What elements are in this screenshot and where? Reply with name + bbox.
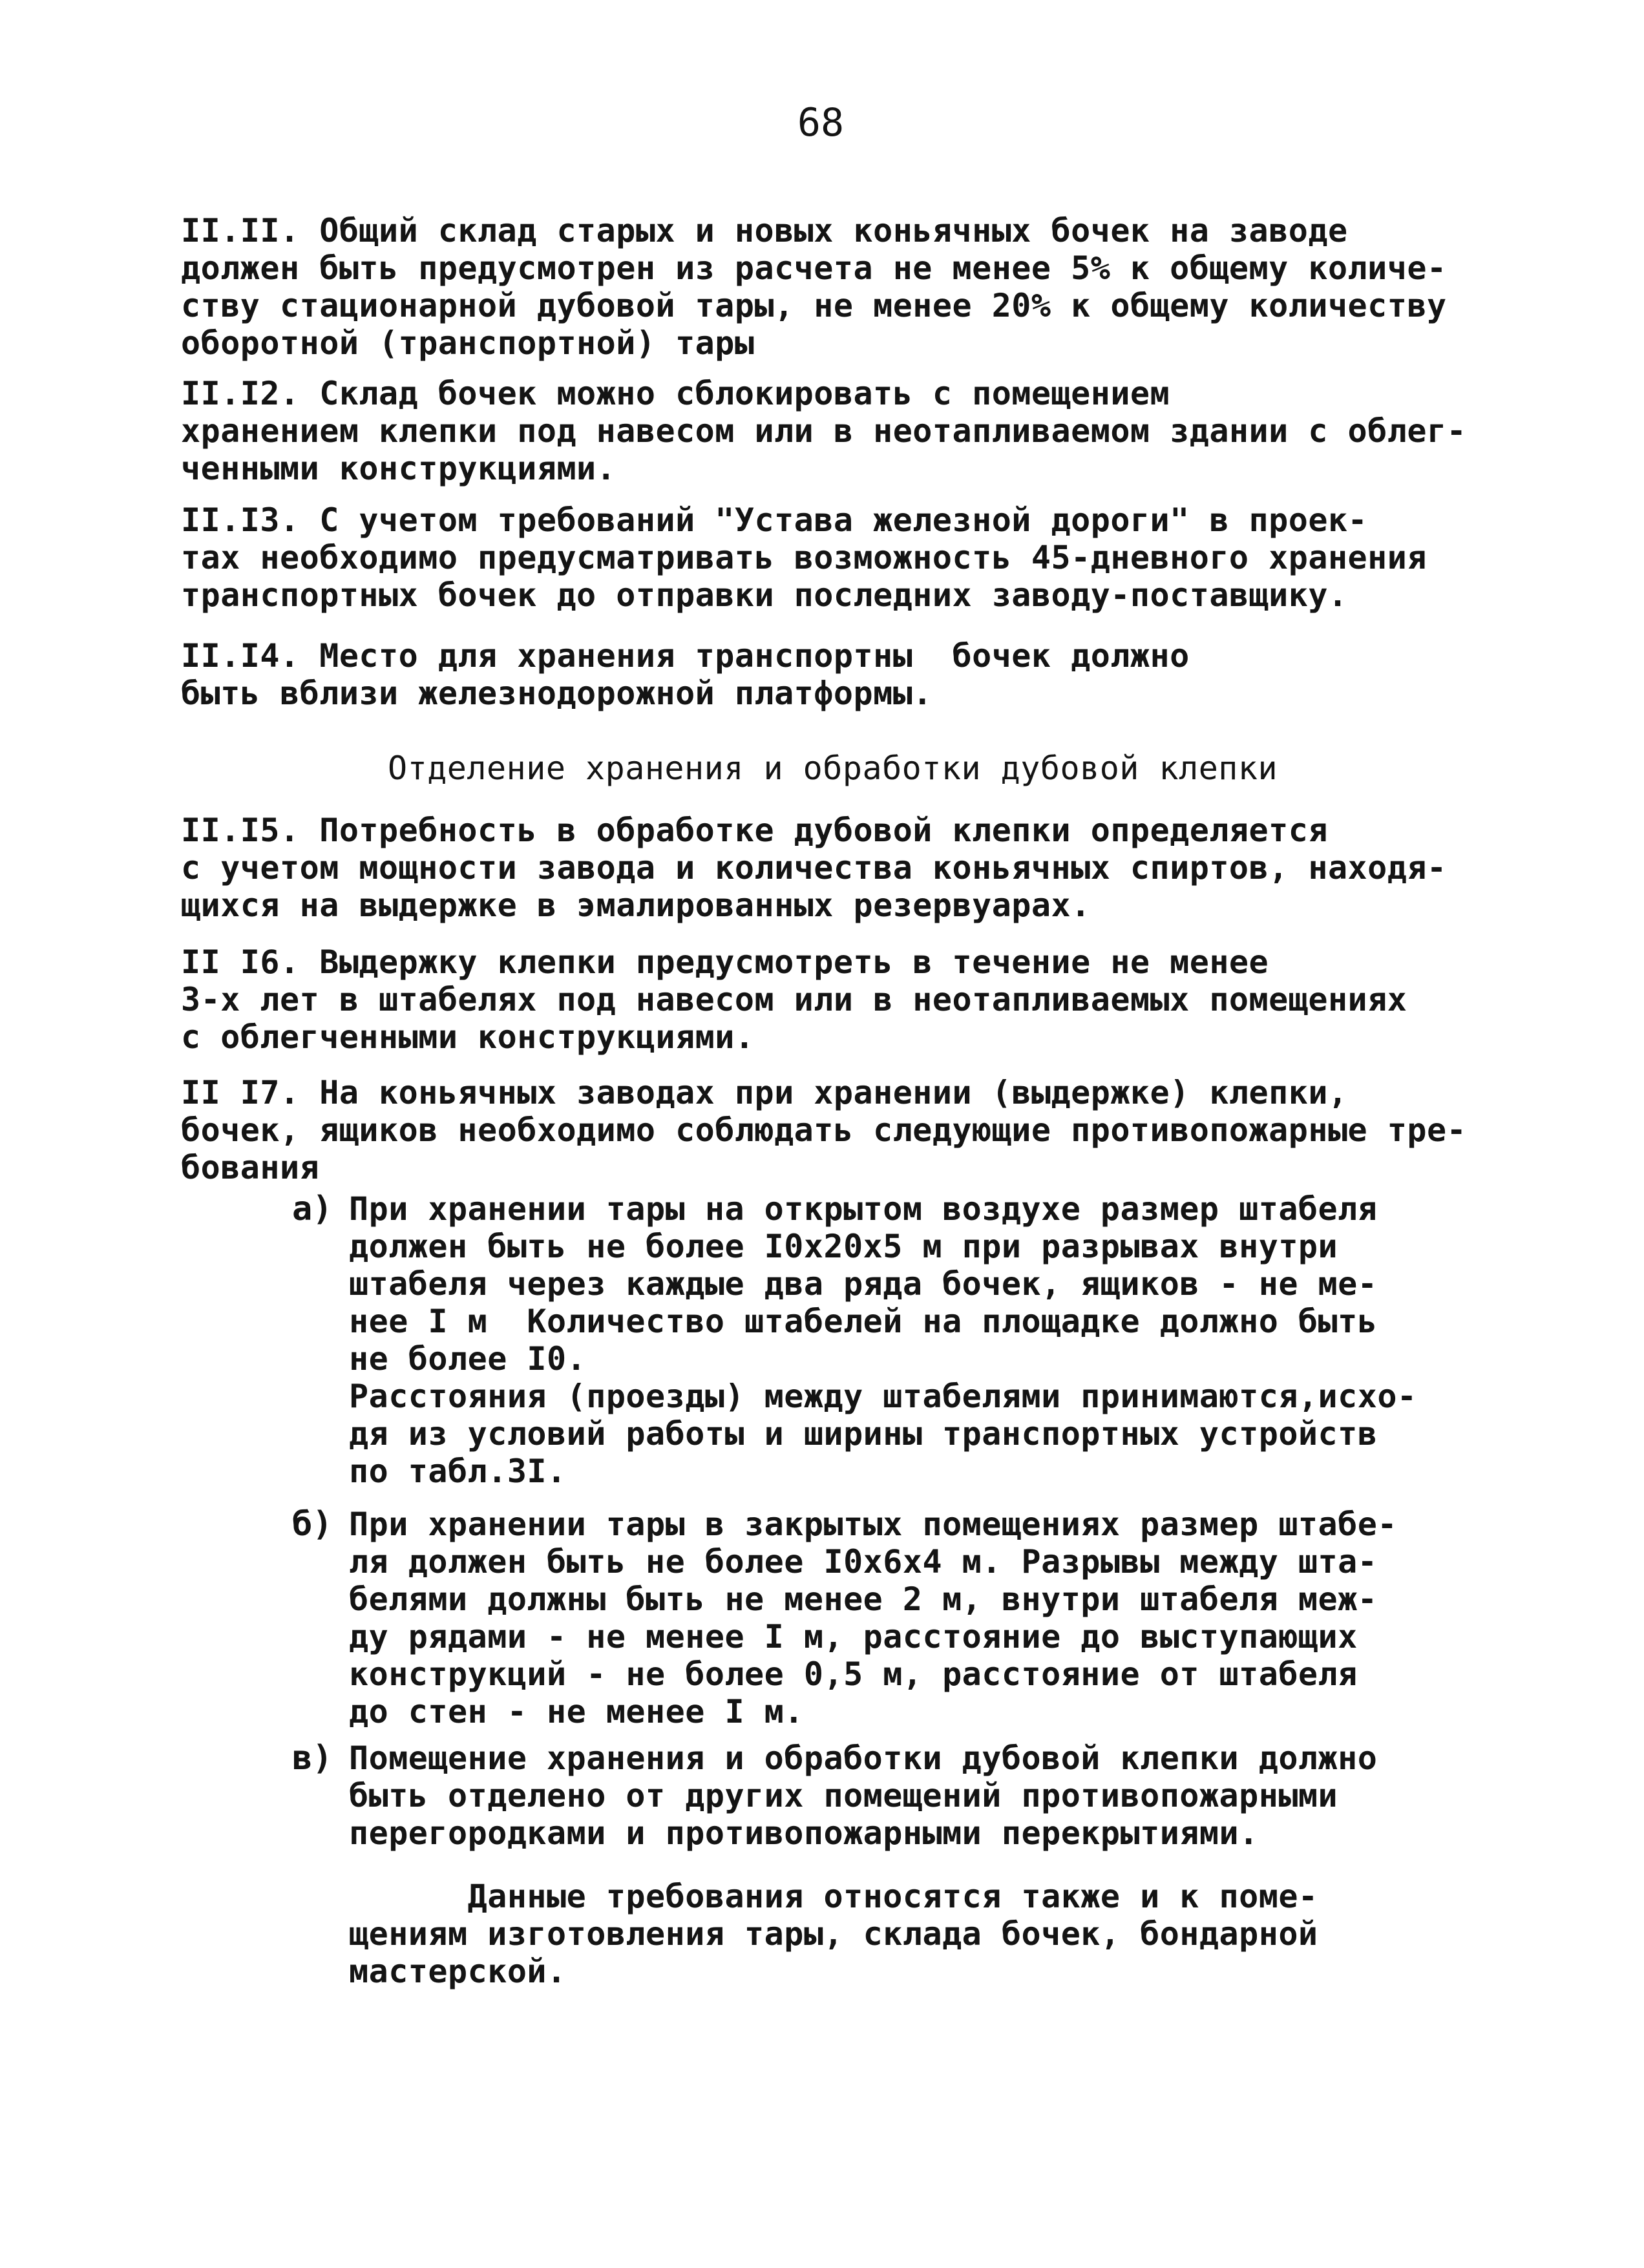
list-item-a-continuation: Расстояния (проезды) между штабелями принимаются,исхо- дя из условий работы и ширины транспортных устройств по табл.3I. [349, 1378, 1417, 1490]
list-marker-a: а) [292, 1190, 333, 1228]
list-marker-b: б) [292, 1505, 333, 1544]
paragraph-11-15: II.I5. Потребность в обработке дубовой клепки определяется с учетом мощности завода и количества коньячных спиртов, находя- щихся на выдержке в эмалированных резервуарах. [181, 812, 1447, 924]
paragraph-11-14: II.I4. Место для хранения транспортны бочек должно быть вблизи железнодорожной платформы. [181, 637, 1190, 712]
paragraph-11-12: II.I2. Склад бочек можно сблокировать с помещением хранением клепки под навесом или в неотапливаемом здании с облег- ченными конструкциями. [181, 375, 1467, 487]
list-item-a-text: При хранении тары на открытом воздухе размер штабеля должен быть не более I0x20x5 м при разрывах внутри штабеля через каждые два ряда бочек, ящиков - не ме- нее I м Количество штабелей на площадке должно быть не более I0. [349, 1190, 1378, 1378]
list-marker-v: в) [292, 1739, 333, 1778]
paragraph-11-13: II.I3. С учетом требований "Устава железной дороги" в проек- тах необходимо предусматривать возможность 45-дневного хранения транспортных бочек до отправки последних заводу-поставщику. [181, 501, 1427, 614]
paragraph-11-16: II I6. Выдержку клепки предусмотреть в течение не менее 3-х лет в штабелях под навесом или в неотапливаемых помещениях с облегченными конструкциями. [181, 943, 1407, 1056]
paragraph-11-17: II I7. На коньячных заводах при хранении (выдержке) клепки, бочек, ящиков необходимо соблюдать следующие противопожарные тре- бования [181, 1074, 1467, 1186]
page-number: 68 [797, 100, 845, 145]
list-item-b-text: При хранении тары в закрытых помещениях размер штабе- ля должен быть не более I0x6x4 м. Разрывы между шта- белями должны быть не менее 2 м, внутри штабеля меж- ду рядами - не менее I м, расстояние до выступающих конструкций - не более 0,5 м, расстояние от штабеля до стен - не менее I м. [349, 1506, 1397, 1730]
section-heading: Отделение хранения и обработки дубовой клепки [388, 750, 1278, 787]
closing-paragraph: Данные требования относятся также и к поме- щениям изготовления тары, склада бочек, бондарной мастерской. [349, 1878, 1318, 1990]
paragraph-11-11: II.II. Общий склад старых и новых коньячных бочек на заводе должен быть предусмотрен из расчета не менее 5% к общему количе- ству стационарной дубовой тары, не менее 20% к общему количеству оборотной (транспортной) тары [181, 212, 1447, 362]
list-item-v-text: Помещение хранения и обработки дубовой клепки должно быть отделено от других помещений противопожарными перегородками и противопожарными перекрытиями. [349, 1739, 1378, 1852]
